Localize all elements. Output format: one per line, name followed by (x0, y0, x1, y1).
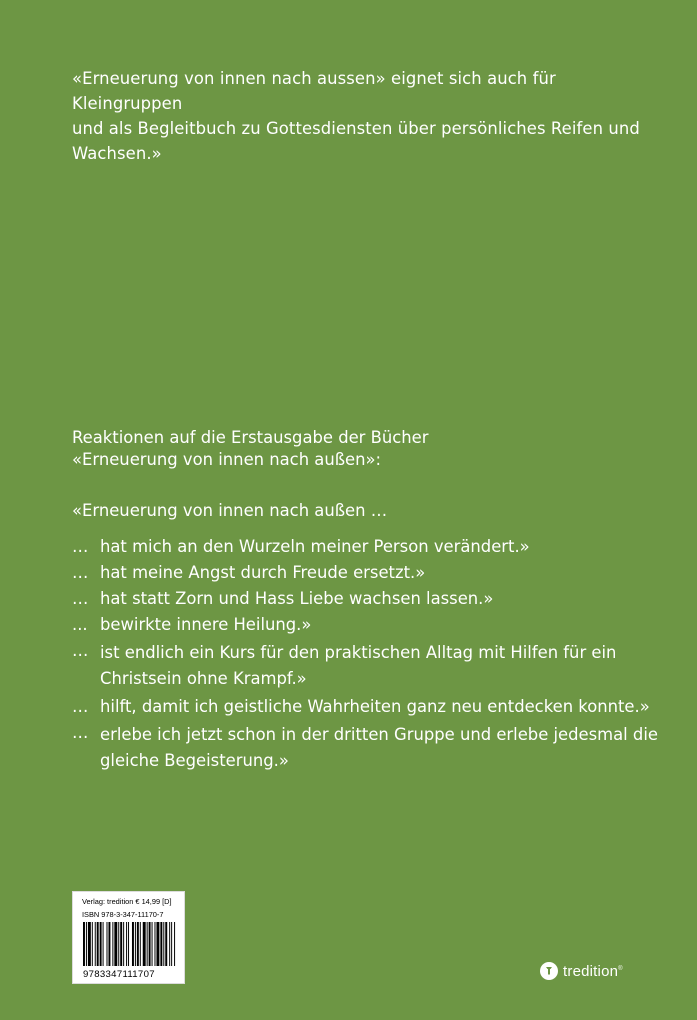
barcode-bar (137, 922, 139, 966)
quote-text: hat mich an den Wurzeln meiner Person verändert.» (100, 537, 530, 556)
barcode-bar (103, 922, 104, 966)
barcode-bar (152, 922, 153, 966)
reactions-heading (72, 427, 632, 471)
quote-ellipsis: … (72, 697, 89, 716)
barcode-number: 9783347111707 (83, 969, 155, 980)
publisher-price: Verlag: tredition € 14,99 [D] (82, 897, 172, 906)
quote-ellipsis: ... (72, 615, 88, 634)
barcode-bar (149, 922, 151, 966)
barcode-bar (112, 922, 113, 966)
barcode-bar (163, 922, 164, 966)
barcode-bar (123, 922, 124, 966)
quote-item (72, 588, 672, 610)
barcode-bar (154, 922, 155, 966)
barcode-bar (171, 922, 172, 966)
barcode-bars (83, 922, 178, 966)
barcode-bar (108, 922, 110, 966)
quote-ellipsis: … (72, 589, 89, 608)
quote-item (72, 696, 672, 718)
barcode-bar (120, 922, 122, 966)
barcode-bar (128, 922, 129, 966)
logo-name: tredition (563, 962, 619, 980)
quote-item (72, 562, 672, 584)
intro-line: Wachsen.» (72, 144, 162, 163)
quote-ellipsis: … (72, 537, 89, 556)
quote-item (72, 614, 672, 636)
publisher-logo (540, 962, 623, 980)
barcode-bar (95, 922, 96, 966)
reactions-heading-line: «Erneuerung von innen nach außen»: (72, 450, 382, 469)
barcode-bar (114, 922, 117, 966)
barcode-bar (169, 922, 170, 966)
barcode-bar (126, 922, 127, 966)
barcode-bar (132, 922, 134, 966)
barcode-bar (83, 922, 85, 966)
quote-text: bewirkte innere Heilung.» (100, 615, 312, 634)
barcode-bar (118, 922, 119, 966)
barcode-label (72, 891, 185, 984)
barcode-bar (88, 922, 91, 966)
intro-line: und als Begleitbuch zu Gottesdiensten über persönliches Reifen und (72, 119, 640, 138)
quote-ellipsis: … (72, 563, 89, 582)
quote-item (72, 640, 672, 692)
intro-paragraph (72, 66, 662, 166)
barcode-bar (107, 922, 108, 966)
quote-text: ist endlich ein Kurs für den praktischen Alltag mit Hilfen für ein Christsein ohne Krampf.» (100, 643, 617, 688)
barcode-bar (160, 922, 162, 966)
barcode-bar (165, 922, 167, 966)
barcode-bar (92, 922, 93, 966)
quote-ellipsis: … (72, 723, 89, 742)
quote-list (72, 536, 672, 778)
barcode-bar (100, 922, 102, 966)
barcode-bar (97, 922, 99, 966)
barcode-bar (174, 922, 175, 966)
barcode-bar (147, 922, 148, 966)
quote-ellipsis: … (72, 641, 89, 660)
tredition-logo-icon (540, 962, 558, 980)
barcode-bar (135, 922, 136, 966)
quote-text: hat meine Angst durch Freude ersetzt.» (100, 563, 426, 582)
quote-text: hat statt Zorn und Hass Liebe wachsen lassen.» (100, 589, 494, 608)
isbn-text: ISBN 978-3-347-11170-7 (82, 910, 164, 919)
quote-item (72, 722, 672, 774)
barcode-bar (86, 922, 87, 966)
logo-registered-mark: ® (618, 965, 623, 972)
reactions-heading-line: Reaktionen auf die Erstausgabe der Bücher (72, 428, 429, 447)
barcode-bar (140, 922, 141, 966)
quote-text: erlebe ich jetzt schon in der dritten Gruppe und erlebe jedesmal die gleiche Begeisterung.» (100, 725, 658, 770)
quote-item (72, 536, 672, 558)
quote-intro: «Erneuerung von innen nach außen … (72, 501, 388, 520)
logo-text (563, 963, 623, 980)
barcode-bar (156, 922, 159, 966)
barcode-bar (143, 922, 146, 966)
intro-line: «Erneuerung von innen nach aussen» eignet sich auch für Kleingruppen (72, 69, 556, 113)
quote-text: hilft, damit ich geistliche Wahrheiten ganz neu entdecken konnte.» (100, 697, 650, 716)
